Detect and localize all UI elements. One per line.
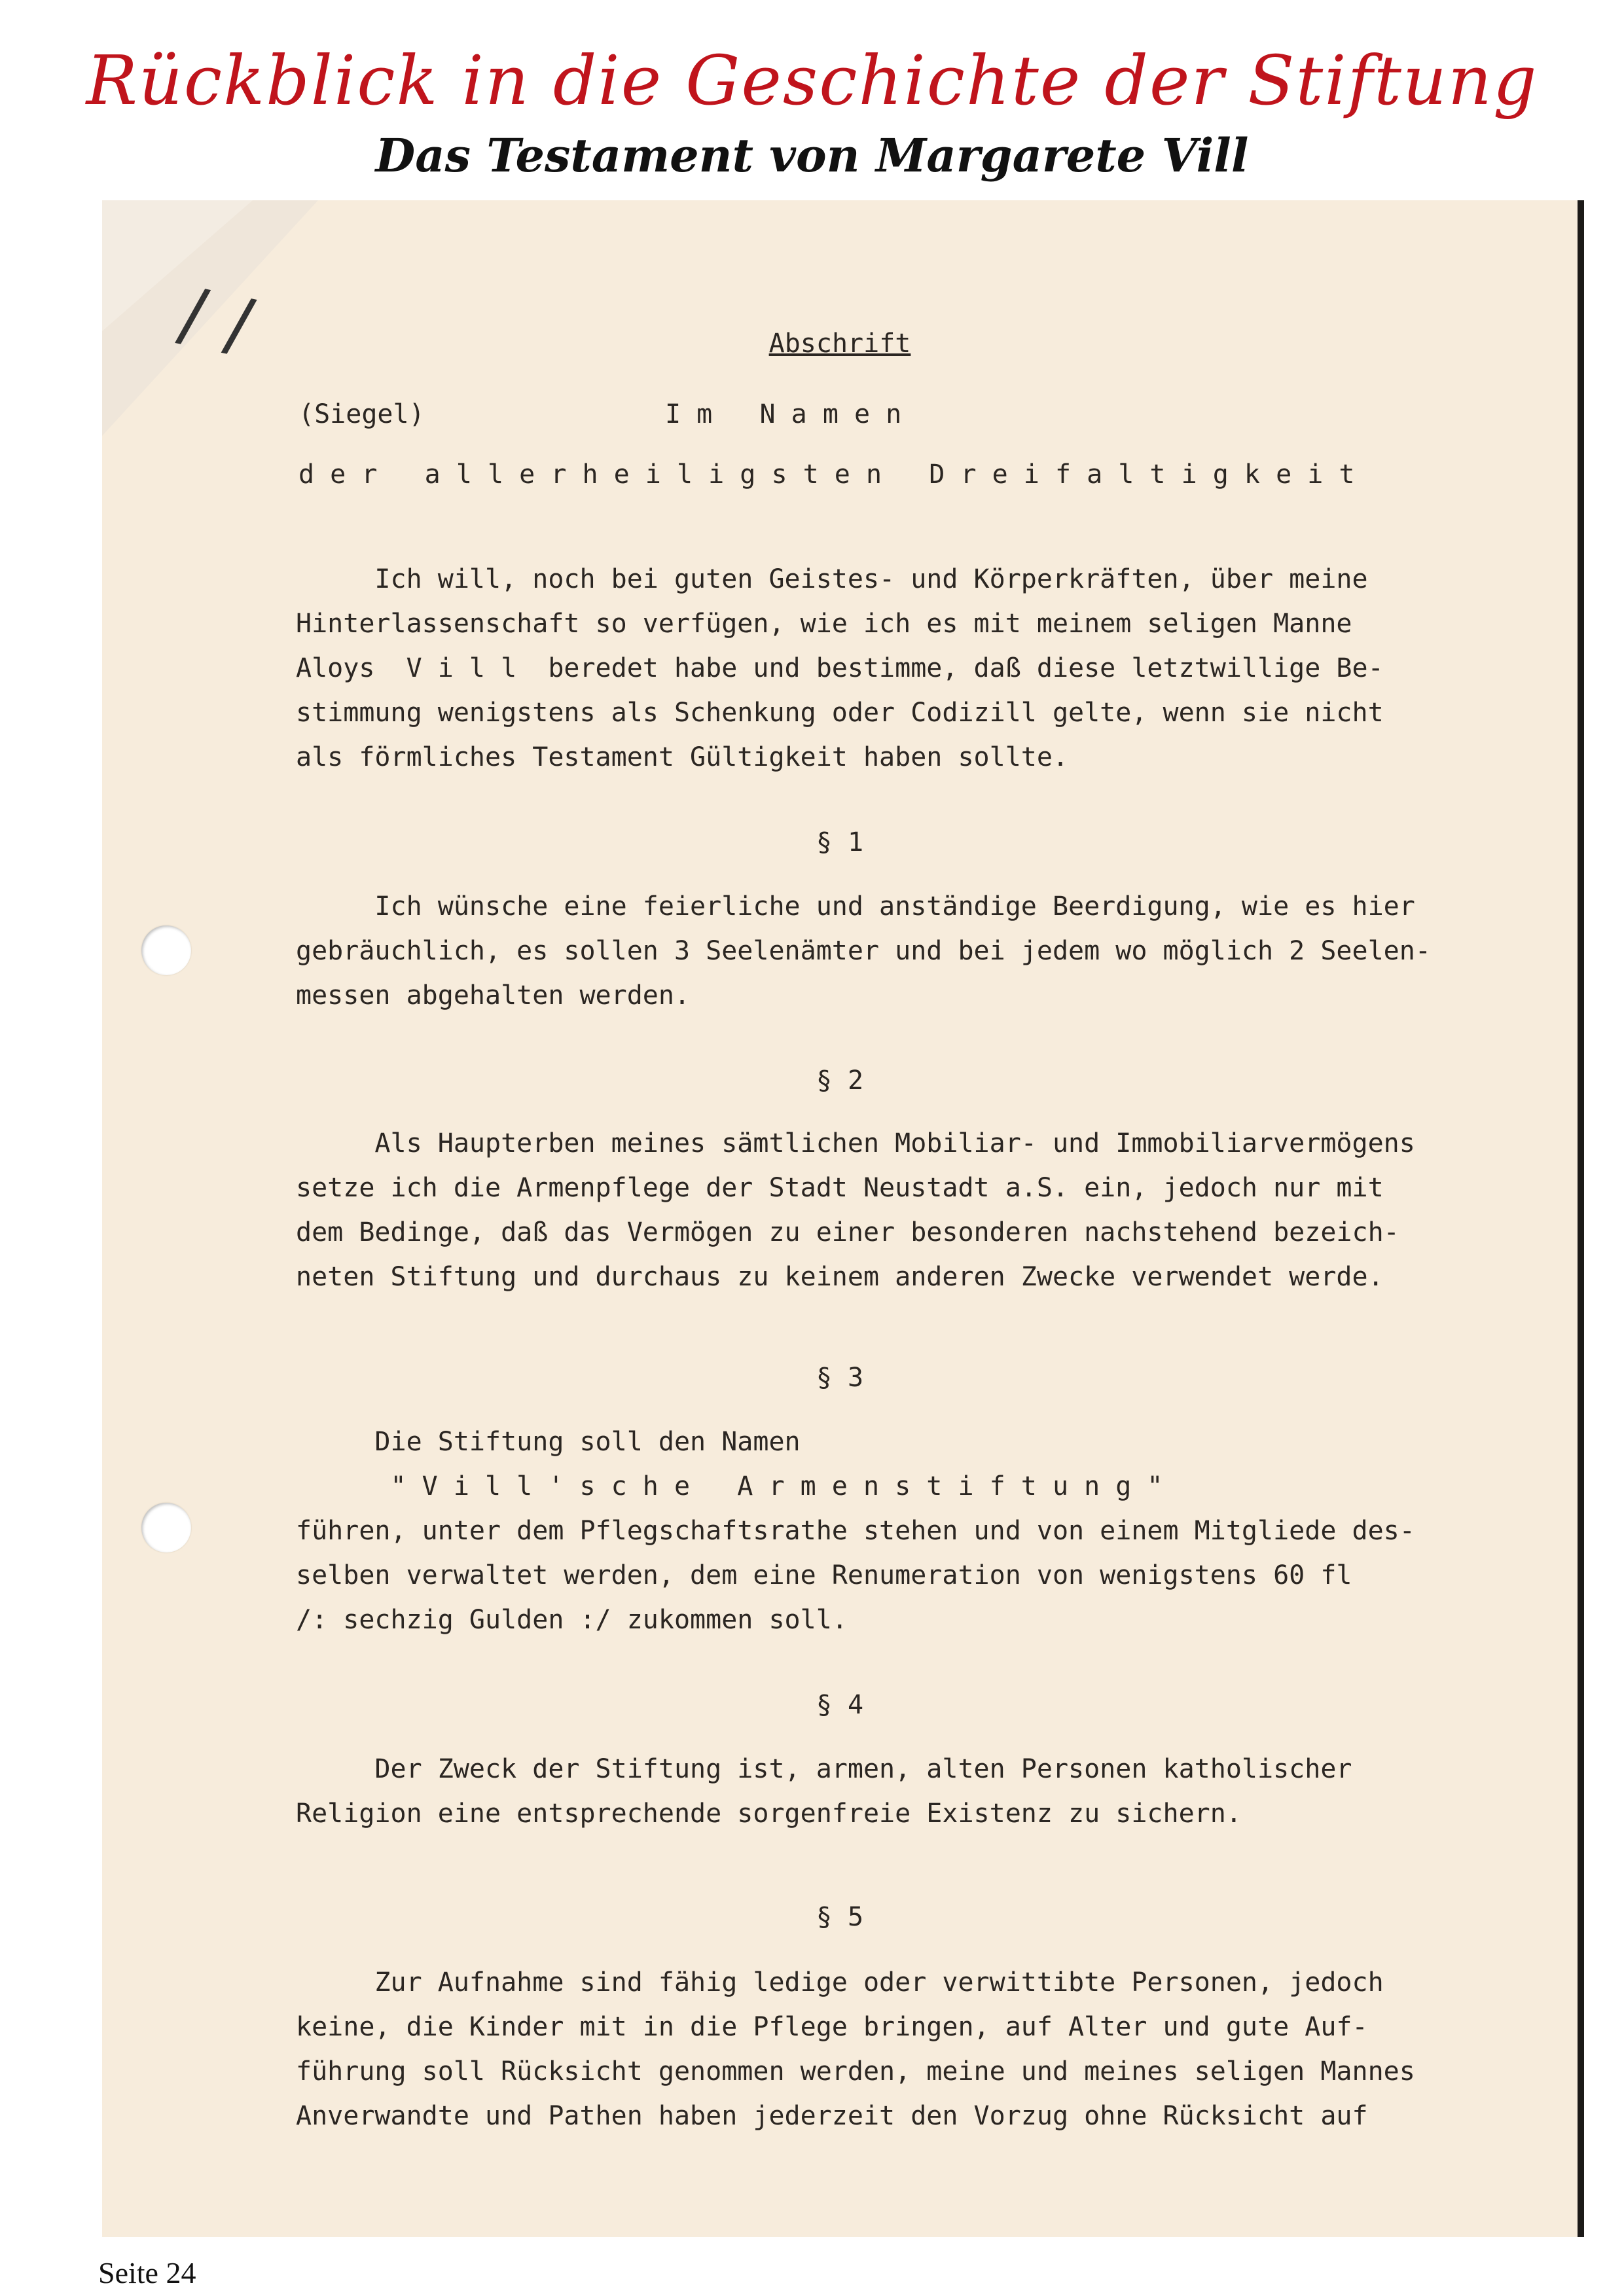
text-line: Ich wünsche eine feierliche und anständige Beerdigung, wie es hier bbox=[296, 891, 1415, 922]
text-line: " V i l l ' s c h e A r m e n s t i f t u n g " bbox=[296, 1471, 1163, 1501]
text-line: Religion eine entsprechende sorgenfreie Existenz zu sichern. bbox=[296, 1799, 1242, 1829]
text-line: Hinterlassenschaft so verfügen, wie ich es mit meinem seligen Manne bbox=[296, 609, 1352, 639]
page-subtitle: Das Testament von Margarete Vill bbox=[375, 128, 1249, 183]
section-number: § 5 bbox=[816, 1902, 864, 1932]
page-title: Rückblick in die Geschichte der Stiftung bbox=[86, 41, 1538, 120]
invocation-line-2: d e r a l l e r h e i l i g s t e n D r e i f a l t i g k e i t bbox=[298, 459, 1355, 490]
text-line: selben verwaltet werden, dem eine Renumeration von wenigstens 60 fl bbox=[296, 1560, 1352, 1590]
text-line: gebräuchlich, es sollen 3 Seelenämter und bei jedem wo möglich 2 Seelen- bbox=[296, 936, 1431, 966]
page-number: Seite 24 bbox=[98, 2256, 196, 2289]
text-line: als förmliches Testament Gültigkeit haben sollte. bbox=[296, 742, 1069, 772]
seal-label: (Siegel) bbox=[298, 399, 425, 429]
invocation-line-1: I m N a m e n bbox=[665, 399, 902, 429]
section-number: § 4 bbox=[816, 1690, 864, 1720]
section-number: § 2 bbox=[816, 1066, 864, 1096]
text-line: stimmung wenigstens als Schenkung oder Codizill gelte, wenn sie nicht bbox=[296, 698, 1384, 728]
punch-hole-top bbox=[141, 925, 191, 975]
document-heading: Abschrift bbox=[768, 329, 911, 359]
punch-hole-bottom bbox=[141, 1503, 191, 1552]
text-line: Als Haupterben meines sämtlichen Mobiliar- und Immobiliarvermögens bbox=[296, 1128, 1415, 1158]
text-line: führen, unter dem Pflegschaftsrathe stehen und von einem Mitgliede des- bbox=[296, 1516, 1415, 1546]
text-line: setze ich die Armenpflege der Stadt Neustadt a.S. ein, jedoch nur mit bbox=[296, 1173, 1384, 1203]
text-line: Anverwandte und Pathen haben jederzeit den Vorzug ohne Rücksicht auf bbox=[296, 2101, 1368, 2131]
handwritten-mark: / / bbox=[172, 271, 261, 368]
page-header bbox=[0, 0, 1624, 196]
text-line: Aloys V i l l beredet habe und bestimme, daß diese letztwillige Be- bbox=[296, 653, 1384, 683]
text-line: führung soll Rücksicht genommen werden, meine und meines seligen Mannes bbox=[296, 2056, 1415, 2087]
text-line: neten Stiftung und durchaus zu keinem anderen Zwecke verwendet werde. bbox=[296, 1262, 1384, 1292]
text-line: /: sechzig Gulden :/ zukommen soll. bbox=[296, 1605, 848, 1635]
text-line: Der Zweck der Stiftung ist, armen, alten Personen katholischer bbox=[296, 1754, 1352, 1784]
text-line: Ich will, noch bei guten Geistes- und Körperkräften, über meine bbox=[296, 564, 1368, 594]
text-line: keine, die Kinder mit in die Pflege bringen, auf Alter und gute Auf- bbox=[296, 2012, 1368, 2042]
scanned-document bbox=[102, 200, 1584, 2237]
text-line: Die Stiftung soll den Namen bbox=[296, 1427, 801, 1457]
section-number: § 1 bbox=[816, 827, 864, 857]
text-line: Zur Aufnahme sind fähig ledige oder verwittibte Personen, jedoch bbox=[296, 1967, 1384, 1998]
text-line: messen abgehalten werden. bbox=[296, 980, 691, 1011]
text-line: dem Bedinge, daß das Vermögen zu einer besonderen nachstehend bezeich- bbox=[296, 1217, 1399, 1247]
section-number: § 3 bbox=[816, 1363, 864, 1393]
